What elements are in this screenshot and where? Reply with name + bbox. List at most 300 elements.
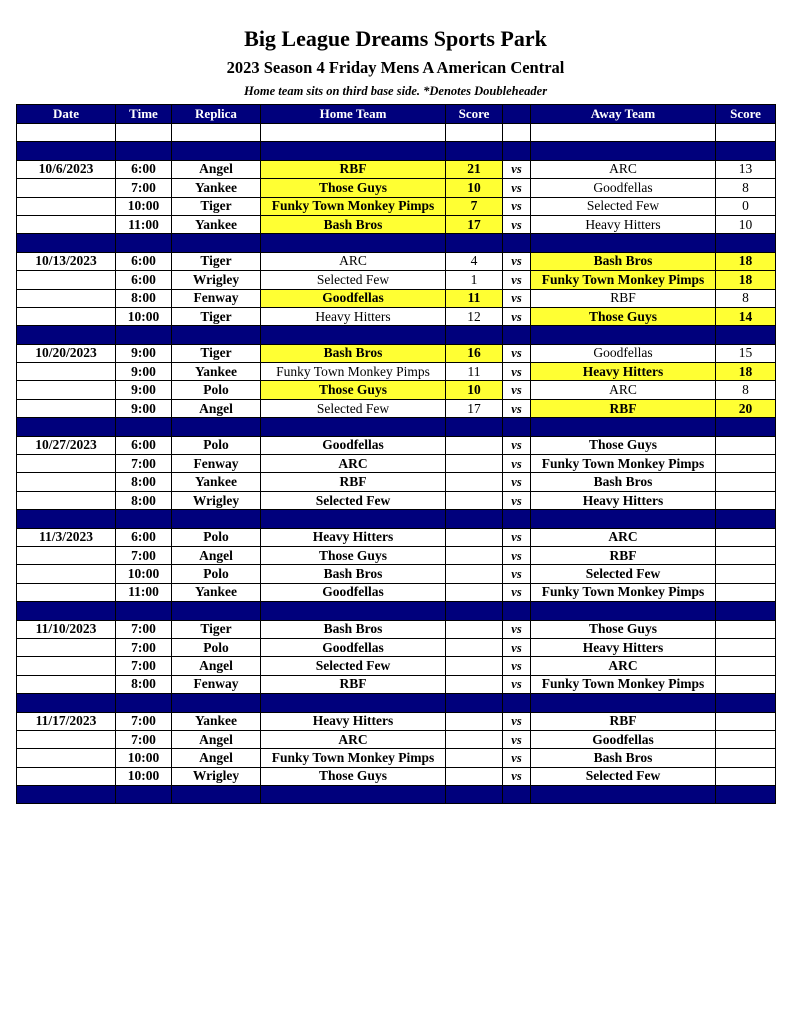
- home-team-cell: Funky Town Monkey Pimps: [261, 363, 446, 381]
- date-cell: [17, 455, 116, 473]
- vs-cell: vs: [503, 546, 531, 564]
- home-team-cell: Heavy Hitters: [261, 712, 446, 730]
- separator-cell: [446, 602, 503, 620]
- away-score-cell: 10: [716, 215, 776, 233]
- separator-cell: [116, 510, 172, 528]
- vs-cell: vs: [503, 215, 531, 233]
- date-cell: [17, 565, 116, 583]
- home-team-cell: Those Guys: [261, 546, 446, 564]
- week-separator: [17, 694, 776, 712]
- table-row: [17, 215, 776, 233]
- home-score-cell: [446, 657, 503, 675]
- away-team-cell: Heavy Hitters: [531, 491, 716, 509]
- time-cell: 11:00: [116, 583, 172, 601]
- week-separator: [17, 326, 776, 344]
- blank-cell: [261, 124, 446, 142]
- vs-cell: vs: [503, 583, 531, 601]
- away-team-cell: Heavy Hitters: [531, 638, 716, 656]
- home-score-cell: 17: [446, 399, 503, 417]
- away-score-cell: [716, 473, 776, 491]
- home-score-cell: [446, 491, 503, 509]
- away-score-cell: 14: [716, 307, 776, 325]
- table-row: [17, 381, 776, 399]
- blank-cell: [446, 124, 503, 142]
- vs-cell: vs: [503, 363, 531, 381]
- time-cell: 8:00: [116, 675, 172, 693]
- separator-cell: [172, 602, 261, 620]
- away-team-cell: Bash Bros: [531, 749, 716, 767]
- home-score-cell: 17: [446, 215, 503, 233]
- away-score-cell: [716, 583, 776, 601]
- away-team-cell: ARC: [531, 381, 716, 399]
- date-cell: [17, 179, 116, 197]
- time-cell: 10:00: [116, 749, 172, 767]
- home-team-cell: Selected Few: [261, 491, 446, 509]
- date-cell: [17, 638, 116, 656]
- home-team-cell: ARC: [261, 455, 446, 473]
- separator-cell: [716, 694, 776, 712]
- table-row: [17, 252, 776, 270]
- home-score-cell: 11: [446, 363, 503, 381]
- away-score-cell: [716, 528, 776, 546]
- home-team-cell: Goodfellas: [261, 289, 446, 307]
- away-team-cell: Funky Town Monkey Pimps: [531, 271, 716, 289]
- home-score-cell: 10: [446, 179, 503, 197]
- schedule-table: [16, 104, 776, 804]
- replica-cell: Yankee: [172, 179, 261, 197]
- away-team-cell: Funky Town Monkey Pimps: [531, 675, 716, 693]
- table-row: [17, 657, 776, 675]
- separator-cell: [503, 602, 531, 620]
- table-row: [17, 179, 776, 197]
- week-separator: [17, 418, 776, 436]
- home-team-cell: Goodfellas: [261, 638, 446, 656]
- home-team-cell: ARC: [261, 730, 446, 748]
- separator-cell: [261, 142, 446, 160]
- separator-cell: [17, 326, 116, 344]
- separator-cell: [716, 234, 776, 252]
- away-score-cell: 8: [716, 289, 776, 307]
- page-title: Big League Dreams Sports Park: [244, 26, 547, 51]
- separator-cell: [261, 326, 446, 344]
- vs-cell: vs: [503, 289, 531, 307]
- vs-cell: vs: [503, 491, 531, 509]
- separator-cell: [531, 602, 716, 620]
- separator-cell: [17, 602, 116, 620]
- time-cell: 8:00: [116, 473, 172, 491]
- replica-cell: Wrigley: [172, 767, 261, 785]
- home-score-cell: 7: [446, 197, 503, 215]
- replica-cell: Tiger: [172, 620, 261, 638]
- separator-cell: [531, 786, 716, 804]
- away-score-cell: [716, 767, 776, 785]
- replica-cell: Angel: [172, 160, 261, 178]
- table-row: [17, 197, 776, 215]
- away-team-cell: Selected Few: [531, 565, 716, 583]
- vs-cell: vs: [503, 620, 531, 638]
- separator-cell: [17, 234, 116, 252]
- home-score-cell: 16: [446, 344, 503, 362]
- away-score-cell: 13: [716, 160, 776, 178]
- col-header-replica: Replica: [172, 105, 261, 124]
- home-score-cell: [446, 583, 503, 601]
- replica-cell: Yankee: [172, 363, 261, 381]
- replica-cell: Angel: [172, 399, 261, 417]
- vs-cell: vs: [503, 436, 531, 454]
- separator-cell: [17, 786, 116, 804]
- separator-cell: [716, 142, 776, 160]
- away-team-cell: Goodfellas: [531, 344, 716, 362]
- vs-cell: vs: [503, 712, 531, 730]
- date-cell: 11/10/2023: [17, 620, 116, 638]
- date-cell: 10/6/2023: [17, 160, 116, 178]
- separator-cell: [116, 142, 172, 160]
- vs-cell: vs: [503, 657, 531, 675]
- table-row: [17, 307, 776, 325]
- time-cell: 7:00: [116, 712, 172, 730]
- replica-cell: Yankee: [172, 473, 261, 491]
- table-row: [17, 565, 776, 583]
- date-cell: [17, 307, 116, 325]
- separator-cell: [261, 786, 446, 804]
- vs-cell: vs: [503, 675, 531, 693]
- blank-cell: [172, 124, 261, 142]
- home-team-cell: RBF: [261, 473, 446, 491]
- away-score-cell: [716, 712, 776, 730]
- separator-cell: [17, 142, 116, 160]
- separator-cell: [261, 694, 446, 712]
- schedule-body: [17, 105, 776, 804]
- home-team-cell: Funky Town Monkey Pimps: [261, 749, 446, 767]
- home-score-cell: [446, 473, 503, 491]
- date-cell: [17, 215, 116, 233]
- date-cell: [17, 767, 116, 785]
- replica-cell: Wrigley: [172, 271, 261, 289]
- date-cell: [17, 657, 116, 675]
- separator-cell: [446, 510, 503, 528]
- separator-cell: [446, 418, 503, 436]
- col-header-away-team: Away Team: [531, 105, 716, 124]
- replica-cell: Polo: [172, 436, 261, 454]
- date-cell: [17, 363, 116, 381]
- blank-cell: [716, 124, 776, 142]
- table-row: [17, 675, 776, 693]
- replica-cell: Angel: [172, 749, 261, 767]
- time-cell: 9:00: [116, 399, 172, 417]
- table-row: [17, 436, 776, 454]
- date-cell: [17, 381, 116, 399]
- date-cell: [17, 583, 116, 601]
- separator-cell: [116, 234, 172, 252]
- week-separator: [17, 234, 776, 252]
- away-score-cell: [716, 657, 776, 675]
- table-row: [17, 160, 776, 178]
- home-team-cell: Those Guys: [261, 381, 446, 399]
- time-cell: 10:00: [116, 565, 172, 583]
- away-team-cell: Selected Few: [531, 767, 716, 785]
- blank-row: [17, 124, 776, 142]
- separator-cell: [716, 786, 776, 804]
- separator-cell: [261, 418, 446, 436]
- col-header-vs: [503, 105, 531, 124]
- date-cell: [17, 473, 116, 491]
- home-team-cell: Bash Bros: [261, 215, 446, 233]
- table-row: [17, 455, 776, 473]
- week-separator: [17, 510, 776, 528]
- away-team-cell: Those Guys: [531, 620, 716, 638]
- col-header-away-score: Score: [716, 105, 776, 124]
- table-row: [17, 363, 776, 381]
- away-team-cell: Bash Bros: [531, 252, 716, 270]
- schedule-note: Home team sits on third base side. *Denotes Doubleheader: [243, 84, 548, 98]
- away-team-cell: Goodfellas: [531, 730, 716, 748]
- separator-cell: [446, 694, 503, 712]
- time-cell: 8:00: [116, 491, 172, 509]
- separator-cell: [531, 142, 716, 160]
- date-cell: 10/27/2023: [17, 436, 116, 454]
- separator-cell: [172, 786, 261, 804]
- vs-cell: vs: [503, 252, 531, 270]
- home-team-cell: ARC: [261, 252, 446, 270]
- home-team-cell: Goodfellas: [261, 436, 446, 454]
- away-team-cell: Bash Bros: [531, 473, 716, 491]
- separator-cell: [116, 786, 172, 804]
- replica-cell: Fenway: [172, 289, 261, 307]
- vs-cell: vs: [503, 473, 531, 491]
- separator-cell: [503, 326, 531, 344]
- home-score-cell: 1: [446, 271, 503, 289]
- col-header-time: Time: [116, 105, 172, 124]
- replica-cell: Tiger: [172, 252, 261, 270]
- home-score-cell: [446, 546, 503, 564]
- away-team-cell: Funky Town Monkey Pimps: [531, 455, 716, 473]
- away-team-cell: RBF: [531, 546, 716, 564]
- away-score-cell: [716, 638, 776, 656]
- home-score-cell: [446, 638, 503, 656]
- separator-cell: [261, 234, 446, 252]
- vs-cell: vs: [503, 528, 531, 546]
- replica-cell: Polo: [172, 528, 261, 546]
- separator-cell: [503, 786, 531, 804]
- away-score-cell: 18: [716, 252, 776, 270]
- away-team-cell: Heavy Hitters: [531, 215, 716, 233]
- date-cell: 11/3/2023: [17, 528, 116, 546]
- date-cell: [17, 749, 116, 767]
- home-team-cell: Those Guys: [261, 179, 446, 197]
- away-team-cell: Goodfellas: [531, 179, 716, 197]
- away-team-cell: RBF: [531, 712, 716, 730]
- home-team-cell: Selected Few: [261, 657, 446, 675]
- separator-cell: [531, 418, 716, 436]
- col-header-home-team: Home Team: [261, 105, 446, 124]
- replica-cell: Tiger: [172, 307, 261, 325]
- date-cell: [17, 271, 116, 289]
- separator-cell: [531, 234, 716, 252]
- vs-cell: vs: [503, 197, 531, 215]
- away-score-cell: [716, 546, 776, 564]
- time-cell: 7:00: [116, 455, 172, 473]
- time-cell: 6:00: [116, 528, 172, 546]
- home-team-cell: RBF: [261, 675, 446, 693]
- blank-cell: [531, 124, 716, 142]
- separator-cell: [172, 694, 261, 712]
- away-team-cell: RBF: [531, 289, 716, 307]
- separator-cell: [17, 418, 116, 436]
- separator-cell: [17, 510, 116, 528]
- date-cell: [17, 289, 116, 307]
- time-cell: 6:00: [116, 160, 172, 178]
- separator-cell: [116, 602, 172, 620]
- vs-cell: vs: [503, 730, 531, 748]
- replica-cell: Fenway: [172, 455, 261, 473]
- blank-cell: [116, 124, 172, 142]
- replica-cell: Angel: [172, 730, 261, 748]
- away-score-cell: [716, 436, 776, 454]
- vs-cell: vs: [503, 271, 531, 289]
- away-score-cell: 20: [716, 399, 776, 417]
- table-row: [17, 712, 776, 730]
- table-row: [17, 749, 776, 767]
- vs-cell: vs: [503, 381, 531, 399]
- home-score-cell: [446, 455, 503, 473]
- time-cell: 7:00: [116, 179, 172, 197]
- replica-cell: Yankee: [172, 712, 261, 730]
- home-team-cell: Heavy Hitters: [261, 307, 446, 325]
- date-cell: [17, 675, 116, 693]
- separator-cell: [261, 602, 446, 620]
- away-team-cell: ARC: [531, 160, 716, 178]
- separator-cell: [446, 786, 503, 804]
- away-score-cell: 15: [716, 344, 776, 362]
- time-cell: 10:00: [116, 307, 172, 325]
- away-score-cell: [716, 455, 776, 473]
- table-row: [17, 583, 776, 601]
- time-cell: 7:00: [116, 546, 172, 564]
- table-row: [17, 271, 776, 289]
- week-separator: [17, 602, 776, 620]
- separator-cell: [531, 510, 716, 528]
- separator-cell: [446, 326, 503, 344]
- time-cell: 6:00: [116, 252, 172, 270]
- replica-cell: Angel: [172, 657, 261, 675]
- separator-cell: [503, 418, 531, 436]
- home-team-cell: Bash Bros: [261, 344, 446, 362]
- away-team-cell: ARC: [531, 657, 716, 675]
- home-score-cell: [446, 436, 503, 454]
- separator-cell: [503, 510, 531, 528]
- home-score-cell: 21: [446, 160, 503, 178]
- home-team-cell: Bash Bros: [261, 620, 446, 638]
- replica-cell: Polo: [172, 638, 261, 656]
- away-score-cell: 18: [716, 363, 776, 381]
- time-cell: 10:00: [116, 767, 172, 785]
- separator-cell: [446, 234, 503, 252]
- page-subtitle: 2023 Season 4 Friday Mens A American Central: [226, 58, 565, 77]
- vs-cell: vs: [503, 399, 531, 417]
- table-row: [17, 767, 776, 785]
- separator-cell: [116, 326, 172, 344]
- replica-cell: Wrigley: [172, 491, 261, 509]
- table-row: [17, 344, 776, 362]
- vs-cell: vs: [503, 638, 531, 656]
- away-score-cell: [716, 620, 776, 638]
- date-cell: [17, 730, 116, 748]
- date-cell: 11/17/2023: [17, 712, 116, 730]
- away-score-cell: [716, 730, 776, 748]
- separator-cell: [503, 694, 531, 712]
- date-cell: 10/13/2023: [17, 252, 116, 270]
- table-row: [17, 620, 776, 638]
- home-score-cell: [446, 528, 503, 546]
- table-row: [17, 638, 776, 656]
- date-cell: [17, 546, 116, 564]
- replica-cell: Polo: [172, 381, 261, 399]
- vs-cell: vs: [503, 344, 531, 362]
- date-cell: [17, 491, 116, 509]
- home-score-cell: [446, 620, 503, 638]
- home-score-cell: 11: [446, 289, 503, 307]
- separator-cell: [261, 510, 446, 528]
- date-cell: [17, 197, 116, 215]
- away-team-cell: ARC: [531, 528, 716, 546]
- blank-cell: [503, 124, 531, 142]
- vs-cell: vs: [503, 749, 531, 767]
- col-header-home-score: Score: [446, 105, 503, 124]
- separator-cell: [17, 694, 116, 712]
- vs-cell: vs: [503, 455, 531, 473]
- away-score-cell: [716, 491, 776, 509]
- table-row: [17, 289, 776, 307]
- week-separator: [17, 142, 776, 160]
- vs-cell: vs: [503, 179, 531, 197]
- home-team-cell: Goodfellas: [261, 583, 446, 601]
- away-team-cell: Heavy Hitters: [531, 363, 716, 381]
- table-row: [17, 491, 776, 509]
- home-score-cell: [446, 565, 503, 583]
- vs-cell: vs: [503, 767, 531, 785]
- table-row: [17, 399, 776, 417]
- away-score-cell: 8: [716, 381, 776, 399]
- separator-cell: [116, 694, 172, 712]
- separator-cell: [116, 418, 172, 436]
- replica-cell: Polo: [172, 565, 261, 583]
- home-score-cell: [446, 730, 503, 748]
- away-team-cell: Those Guys: [531, 436, 716, 454]
- home-team-cell: Those Guys: [261, 767, 446, 785]
- home-team-cell: Bash Bros: [261, 565, 446, 583]
- col-header-date: Date: [17, 105, 116, 124]
- blank-cell: [17, 124, 116, 142]
- away-team-cell: Selected Few: [531, 197, 716, 215]
- separator-cell: [716, 602, 776, 620]
- home-team-cell: Funky Town Monkey Pimps: [261, 197, 446, 215]
- home-team-cell: Selected Few: [261, 271, 446, 289]
- separator-cell: [446, 142, 503, 160]
- table-row: [17, 528, 776, 546]
- away-score-cell: 8: [716, 179, 776, 197]
- header-row: [17, 105, 776, 124]
- separator-cell: [172, 326, 261, 344]
- separator-cell: [172, 418, 261, 436]
- away-score-cell: [716, 675, 776, 693]
- week-separator: [17, 786, 776, 804]
- table-row: [17, 473, 776, 491]
- date-cell: [17, 399, 116, 417]
- time-cell: 6:00: [116, 436, 172, 454]
- time-cell: 6:00: [116, 271, 172, 289]
- home-score-cell: [446, 767, 503, 785]
- home-team-cell: Selected Few: [261, 399, 446, 417]
